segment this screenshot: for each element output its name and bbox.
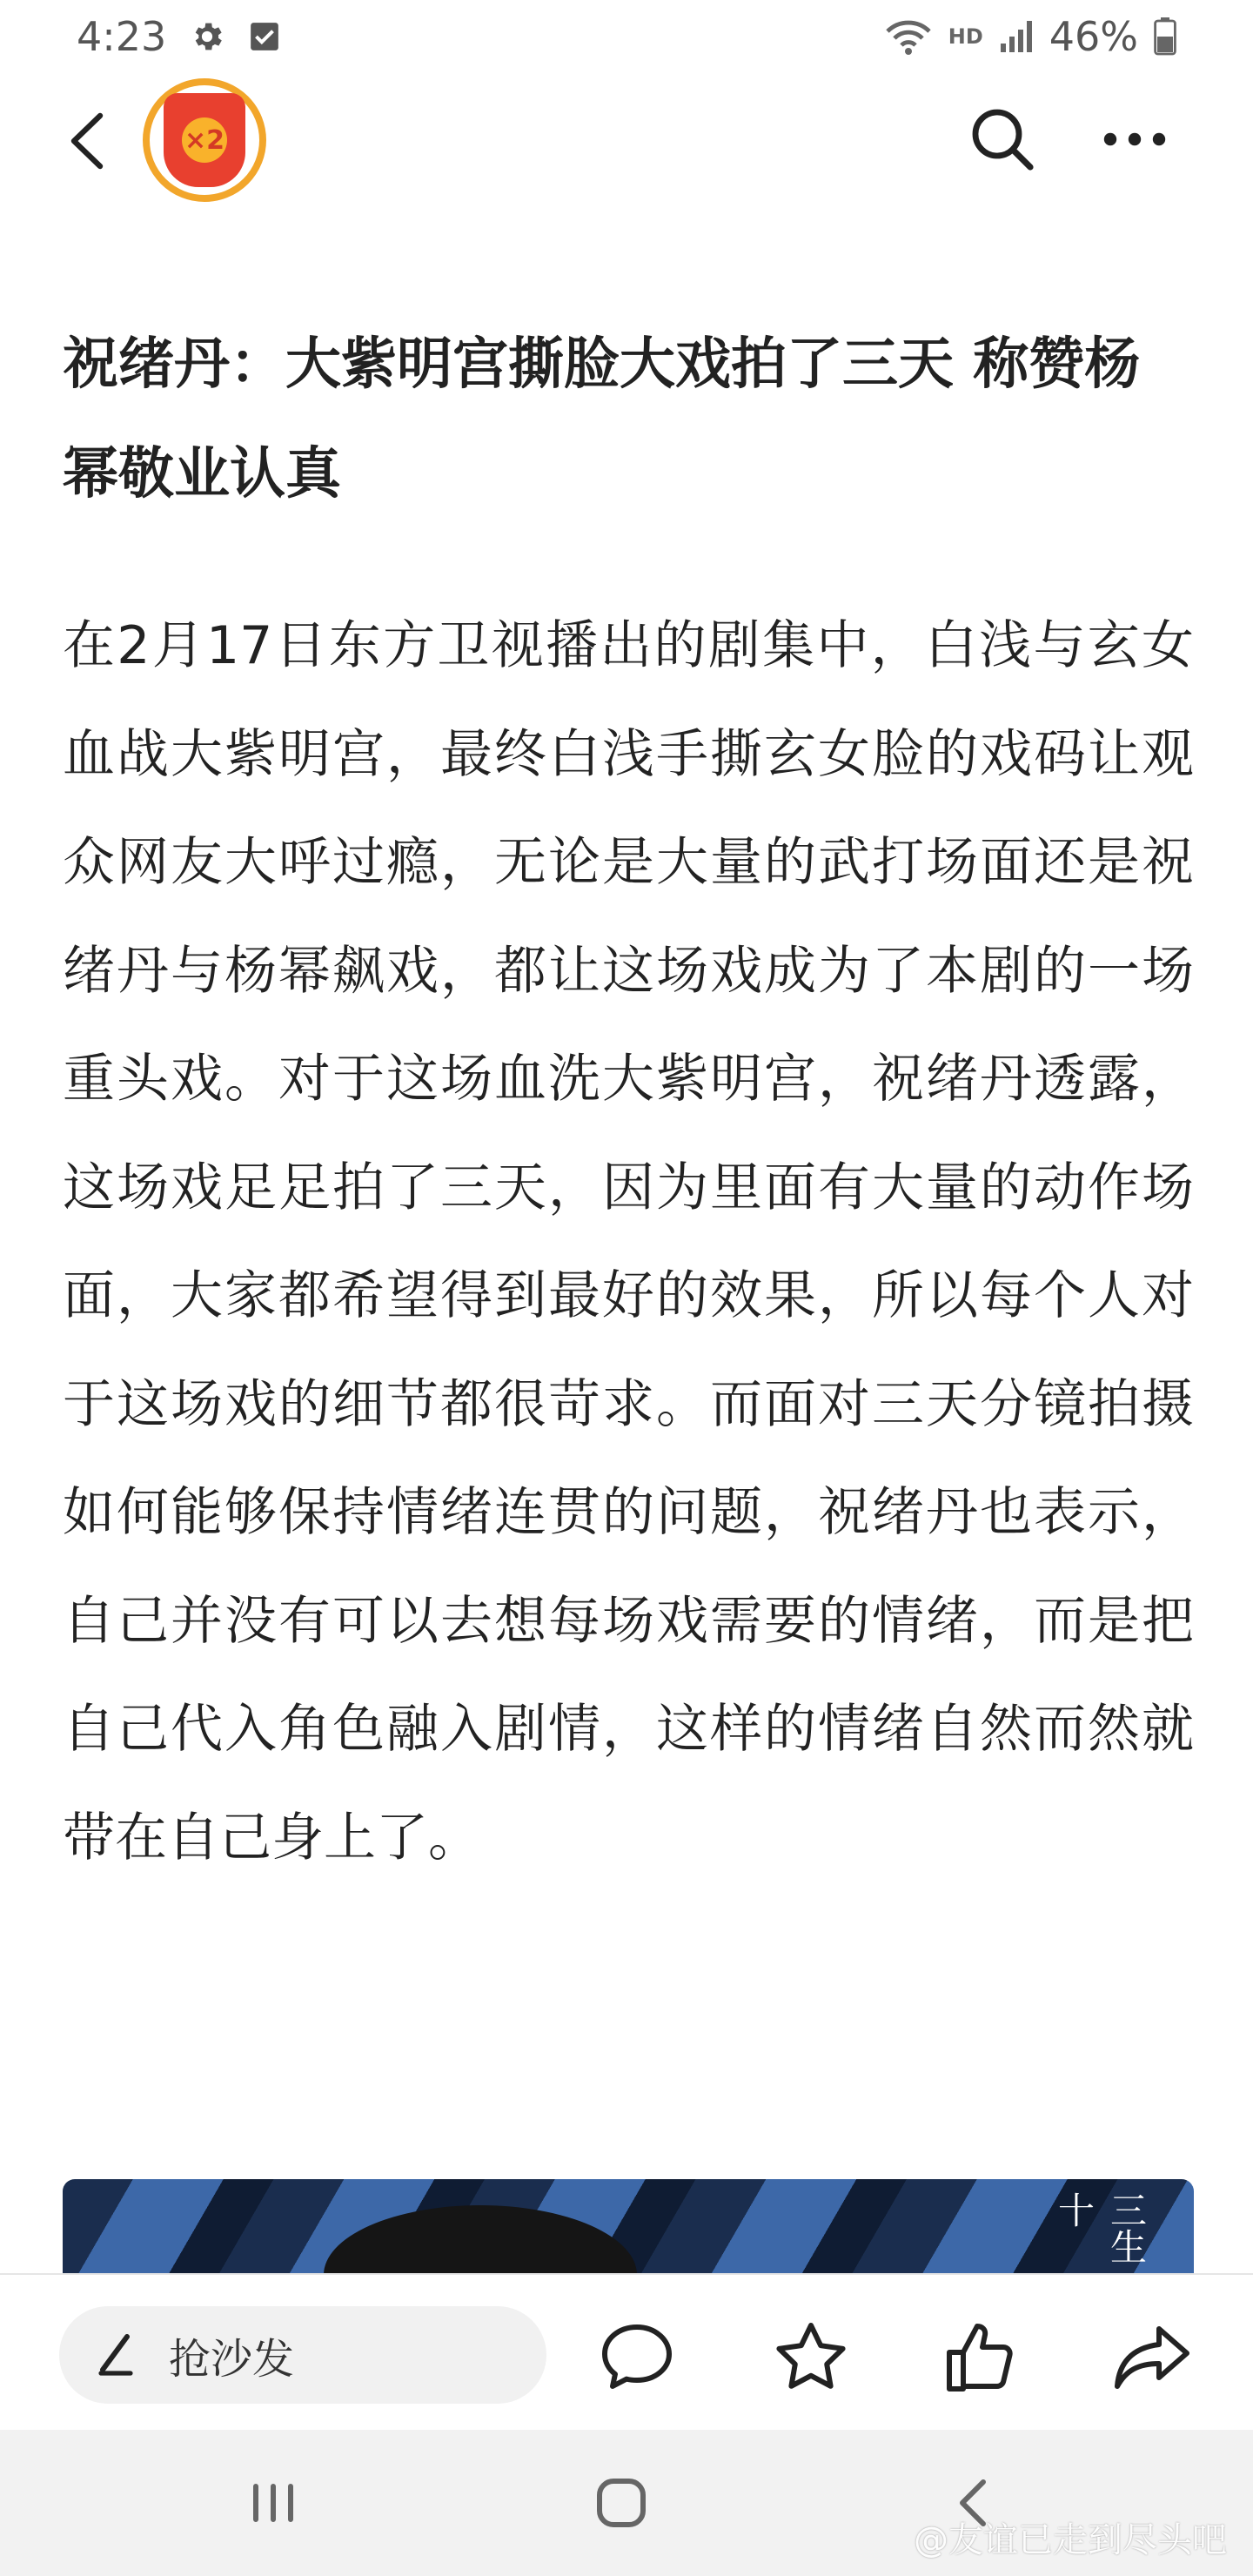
checkbox-icon — [248, 20, 281, 53]
thumbs-up-icon — [942, 2319, 1017, 2394]
article — [63, 205, 1194, 1892]
comment-button[interactable] — [593, 2313, 680, 2400]
comment-placeholder: 抢沙发 — [169, 2334, 295, 2384]
network-type: HD — [948, 24, 983, 49]
article-image[interactable] — [63, 2179, 1194, 2273]
search-icon — [969, 106, 1035, 172]
action-bar — [0, 2273, 1253, 2430]
comment-input[interactable] — [59, 2306, 546, 2404]
back-arrow-icon — [67, 111, 107, 171]
watermark — [914, 2512, 1227, 2562]
reward-multiplier: ×2 — [182, 117, 227, 163]
search-button[interactable] — [966, 103, 1039, 176]
battery-icon — [1154, 17, 1176, 56]
status-left — [77, 13, 281, 60]
app-header — [0, 73, 1253, 205]
watermark-text: @友谊已走到尽头吧 — [914, 2520, 1227, 2560]
share-icon — [1112, 2322, 1192, 2392]
star-icon — [774, 2320, 848, 2393]
comment-icon — [600, 2322, 674, 2392]
navigation-bar — [0, 2430, 1253, 2576]
home-button[interactable] — [578, 2459, 665, 2546]
image-caption: 三生十 — [1053, 2191, 1148, 2264]
recents-button[interactable] — [230, 2459, 317, 2546]
gear-icon — [189, 18, 225, 55]
article-body: 在2月17日东方卫视播出的剧集中，白浅与玄女血战大紫明宫，最终白浅手撕玄女脸的戏码让观众网友大呼过瘾，无论是大量的武打场面还是祝绪丹与杨幂飙戏，都让这场戏成为了本剧的一场重头戏。对于这场血洗大紫明宫，祝绪丹透露，这场戏足足拍了三天，因为里面有大量的动作场面，大家都希望得到最好的效果，所以每个人对于这场戏的细节都很苛求。而面对三天分镜拍摄如何能够保持情绪连贯的问题，祝绪丹也表示，自己并没有可以去想每场戏需要的情绪，而是把自己代入角色融入剧情，这样的情绪自然而然就带在自己身上了。 — [63, 615, 1194, 1868]
wifi-icon — [884, 17, 933, 56]
battery-percent: 46% — [1049, 13, 1138, 60]
pen-icon — [94, 2333, 137, 2377]
image-figure — [324, 2205, 637, 2273]
status-right — [884, 13, 1176, 60]
status-time: 4:23 — [77, 13, 167, 60]
favorite-button[interactable] — [767, 2313, 854, 2400]
home-icon — [594, 2476, 648, 2530]
more-icon — [1102, 131, 1168, 148]
red-envelope-icon — [164, 93, 245, 187]
signal-icon — [999, 19, 1034, 54]
more-button[interactable] — [1098, 103, 1171, 176]
recents-icon — [249, 2481, 298, 2525]
article-title: 祝绪丹：大紫明宫撕脸大戏拍了三天 称赞杨幂敬业认真 — [63, 332, 1141, 506]
back-button[interactable] — [52, 106, 122, 176]
like-button[interactable] — [936, 2313, 1023, 2400]
reward-badge[interactable] — [143, 78, 266, 202]
status-bar — [0, 0, 1253, 73]
share-button[interactable] — [1109, 2313, 1196, 2400]
